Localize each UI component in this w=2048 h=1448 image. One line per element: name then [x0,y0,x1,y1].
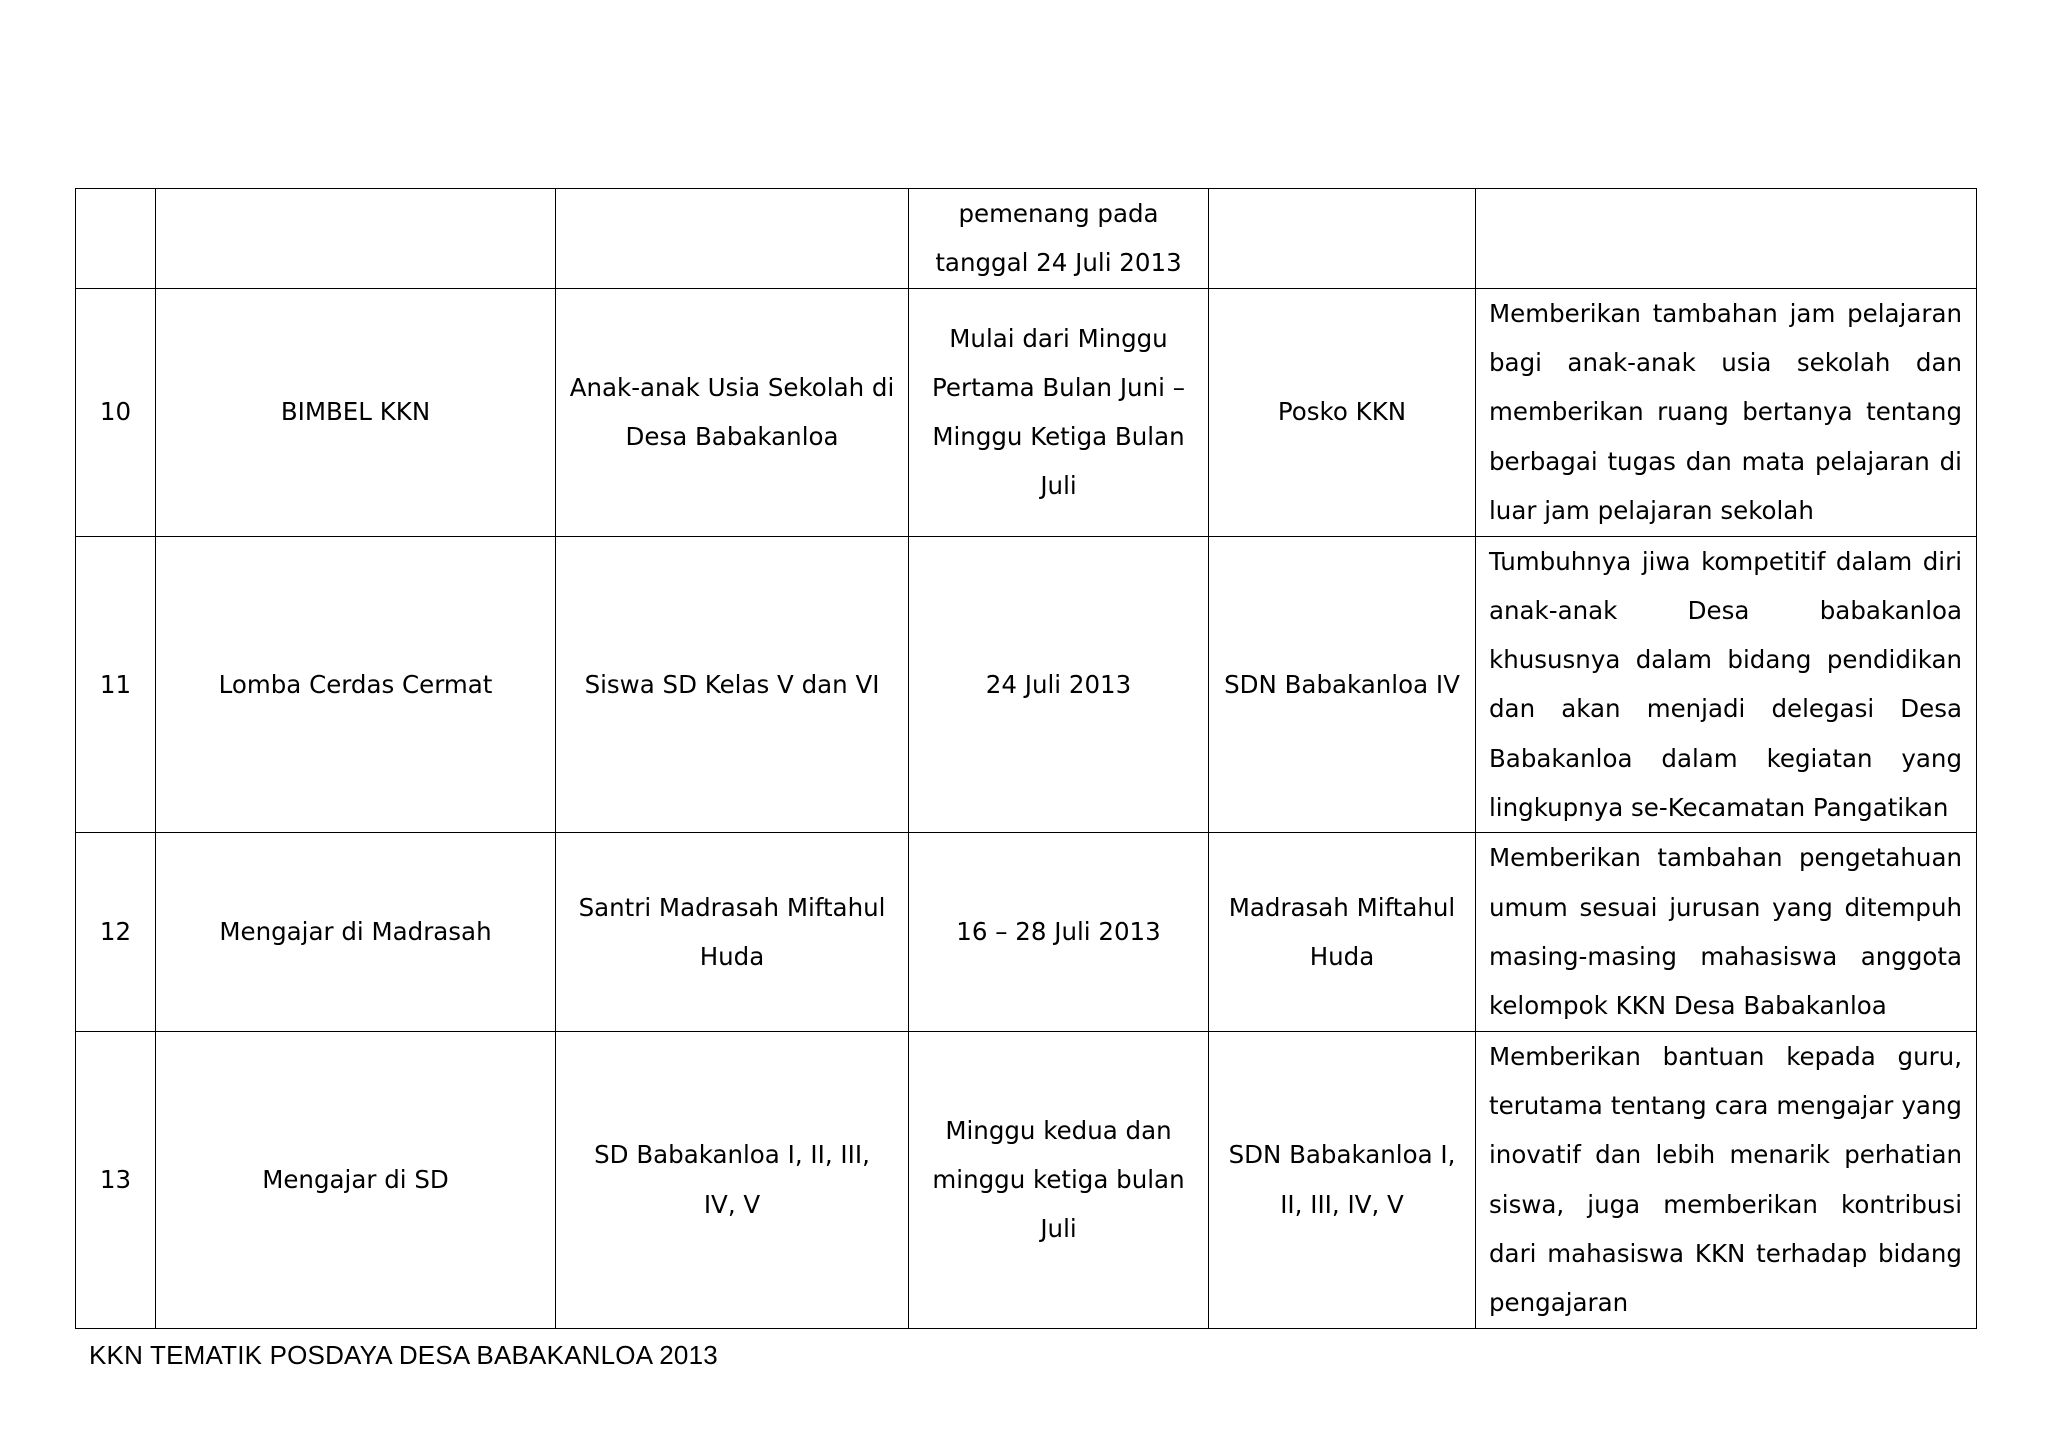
table-row [76,288,1977,536]
cell-tempat: SDN Babakanloa IV [1209,536,1476,833]
cell-no: 11 [76,536,156,833]
cell-sasaran [556,189,909,289]
cell-tempat: Posko KKN [1209,288,1476,536]
cell-tempat: SDN Babakanloa I, II, III, IV, V [1209,1031,1476,1328]
cell-waktu: pemenang pada tanggal 24 Juli 2013 [909,189,1209,289]
cell-sasaran: Santri Madrasah Miftahul Huda [556,833,909,1031]
activity-table [75,188,1977,1329]
cell-tempat: Madrasah Miftahul Huda [1209,833,1476,1031]
cell-sasaran: SD Babakanloa I, II, III, IV, V [556,1031,909,1328]
cell-kegiatan [156,189,556,289]
cell-no: 10 [76,288,156,536]
cell-no [76,189,156,289]
cell-tempat [1209,189,1476,289]
cell-waktu: Minggu kedua dan minggu ketiga bulan Juli [909,1031,1209,1328]
cell-sasaran: Anak-anak Usia Sekolah di Desa Babakanloa [556,288,909,536]
cell-no: 13 [76,1031,156,1328]
cell-waktu: Mulai dari Minggu Pertama Bulan Juni – Minggu Ketiga Bulan Juli [909,288,1209,536]
cell-kegiatan: Lomba Cerdas Cermat [156,536,556,833]
cell-waktu: 16 – 28 Juli 2013 [909,833,1209,1031]
table-row-continuation [76,189,1977,289]
cell-kegiatan: BIMBEL KKN [156,288,556,536]
cell-tujuan: Memberikan bantuan kepada guru, terutama tentang cara mengajar yang inovatif dan lebih menarik perhatian siswa, juga memberikan kontribusi dari mahasiswa KKN terhadap bidang pengajaran [1476,1031,1977,1328]
page-footer: KKN TEMATIK POSDAYA DESA BABAKANLOA 2013 [89,1340,718,1370]
cell-sasaran: Siswa SD Kelas V dan VI [556,536,909,833]
cell-tujuan: Tumbuhnya jiwa kompetitif dalam diri anak-anak Desa babakanloa khususnya dalam bidang pendidikan dan akan menjadi delegasi Desa Babakanloa dalam kegiatan yang lingkupnya se-Kecamatan Pangatikan [1476,536,1977,833]
table-row [76,1031,1977,1328]
cell-no: 12 [76,833,156,1031]
cell-tujuan: Memberikan tambahan jam pelajaran bagi anak-anak usia sekolah dan memberikan ruang bertanya tentang berbagai tugas dan mata pelajaran di luar jam pelajaran sekolah [1476,288,1977,536]
cell-waktu: 24 Juli 2013 [909,536,1209,833]
cell-kegiatan: Mengajar di SD [156,1031,556,1328]
table-row [76,536,1977,833]
cell-kegiatan: Mengajar di Madrasah [156,833,556,1031]
cell-tujuan [1476,189,1977,289]
cell-tujuan: Memberikan tambahan pengetahuan umum sesuai jurusan yang ditempuh masing-masing mahasiswa anggota kelompok KKN Desa Babakanloa [1476,833,1977,1031]
table-row [76,833,1977,1031]
